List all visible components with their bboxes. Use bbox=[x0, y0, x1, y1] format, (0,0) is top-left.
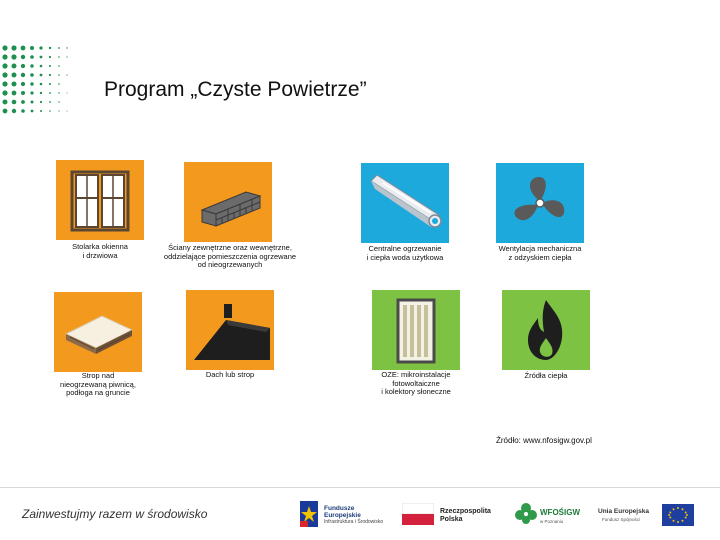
wfosigw-line2: w Poznaniu bbox=[540, 519, 564, 524]
logo-wfosigw bbox=[514, 497, 584, 531]
tile-floor-label bbox=[44, 372, 152, 398]
tile-walls-label bbox=[152, 244, 308, 270]
label-line: OZE: mikroinstalacje bbox=[381, 370, 451, 379]
floor-insulation-icon bbox=[54, 292, 142, 372]
fe-line1: Fundusze bbox=[324, 505, 355, 512]
logo-unia-europejska bbox=[598, 497, 698, 531]
label-line: z odzyskiem ciepła bbox=[508, 252, 572, 262]
label-line: oddzielające pomieszczenia ogrzewane bbox=[163, 251, 297, 261]
tile-oze-label bbox=[356, 371, 476, 397]
label-line: i ciepła woda użytkowa bbox=[366, 252, 444, 262]
decorative-dot-grid bbox=[0, 42, 72, 120]
logo-rzeczpospolita-polska bbox=[402, 497, 498, 531]
tile-heat-sources-label bbox=[492, 372, 600, 381]
ue-line2: Fundusz Spójności bbox=[602, 517, 641, 522]
tile-roof bbox=[186, 290, 274, 370]
fe-line3: Infrastruktura i Środowisko bbox=[324, 519, 384, 525]
label-line: i drzwiowa bbox=[82, 250, 118, 260]
label-line: Ściany zewnętrzne oraz wewnętrzne, bbox=[168, 243, 292, 252]
flame-icon bbox=[502, 290, 590, 370]
label-line: Strop nad bbox=[81, 371, 115, 380]
label-line: od nieogrzewanych bbox=[197, 260, 263, 269]
label-line: i kolektory słoneczne bbox=[381, 387, 451, 396]
label-line: Źródła ciepła bbox=[524, 371, 568, 380]
label-line: nieogrzewaną piwnicą, bbox=[60, 379, 136, 389]
rp-line1: Rzeczpospolita bbox=[440, 508, 491, 515]
tile-floor bbox=[54, 292, 142, 372]
label-line: fotowoltaiczne bbox=[392, 378, 440, 388]
rp-line2: Polska bbox=[440, 516, 463, 523]
fe-line2: Europejskie bbox=[324, 512, 361, 519]
polish-flag-icon bbox=[402, 503, 434, 525]
tile-window bbox=[56, 160, 144, 240]
label-line: Wentylacja mechaniczna bbox=[498, 244, 582, 253]
source-note: Źródło: www.nfosigw.gov.pl bbox=[496, 436, 592, 445]
footer-divider bbox=[0, 487, 720, 488]
tile-window-label bbox=[48, 243, 152, 260]
tile-walls bbox=[184, 162, 272, 242]
tile-heating bbox=[361, 163, 449, 243]
tile-ventilation bbox=[496, 163, 584, 243]
footer-slogan: Zainwestujmy razem w środowisko bbox=[22, 507, 208, 521]
tile-ventilation-label bbox=[480, 245, 600, 262]
slide-title: Program „Czyste Powietrze” bbox=[104, 78, 367, 101]
tile-roof-label bbox=[184, 371, 276, 380]
roof-icon bbox=[186, 290, 274, 370]
fe-star-icon bbox=[296, 497, 322, 531]
wfosigw-line1: WFOŚIGW bbox=[540, 508, 580, 517]
window-icon bbox=[56, 160, 144, 240]
ue-line1: Unia Europejska bbox=[598, 508, 649, 515]
label-line: podłoga na gruncie bbox=[66, 388, 130, 397]
label-line: Dach lub strop bbox=[205, 370, 255, 379]
label-line: Centralne ogrzewanie bbox=[368, 244, 442, 253]
logo-fundusze-europejskie bbox=[296, 497, 382, 531]
eu-flag-icon bbox=[662, 504, 694, 526]
heating-pipe-icon bbox=[361, 163, 449, 243]
tile-heat-sources bbox=[502, 290, 590, 370]
leaf-clover-icon bbox=[514, 502, 538, 526]
label-line: Stolarka okienna bbox=[72, 242, 128, 251]
tile-oze bbox=[372, 290, 460, 370]
fan-icon bbox=[496, 163, 584, 243]
tile-heating-label bbox=[345, 245, 465, 262]
solar-panel-icon bbox=[372, 290, 460, 370]
brick-wall-icon bbox=[184, 162, 272, 242]
